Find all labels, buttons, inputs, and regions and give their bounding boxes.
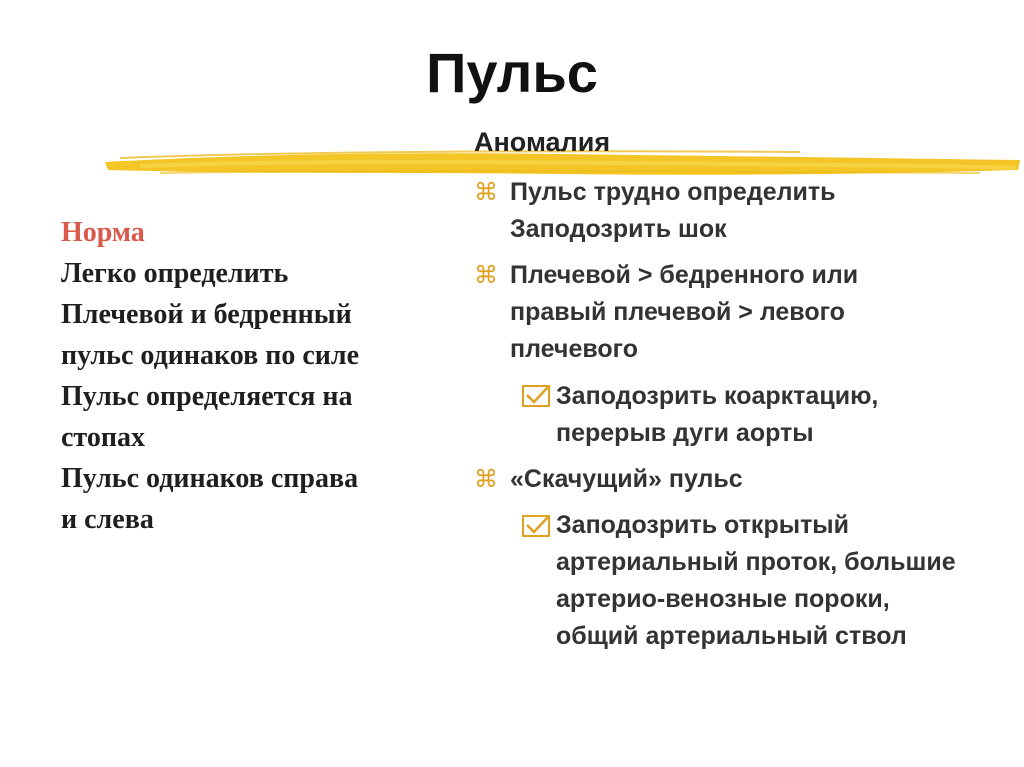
anomaly-item (510, 174, 835, 248)
norm-line: пульс одинаков по силе (61, 340, 360, 371)
check-box-icon (522, 385, 550, 407)
slide-title: Пульс (426, 41, 598, 104)
anomaly-subitem (556, 378, 878, 452)
anomaly-item (510, 461, 743, 498)
anomaly-item-line: Заподозрить коарктацию, (556, 382, 879, 410)
check-box-icon (522, 515, 550, 537)
anomaly-item-line: Плечевой > бедренного или (510, 261, 859, 289)
anomaly-item-line: артерио-венозные пороки, (556, 585, 890, 613)
anomaly-item-line: Заподозрить шок (510, 215, 727, 243)
anomaly-item-line: Заподозрить открытый (556, 511, 850, 539)
norm-section (61, 212, 461, 540)
anomaly-item-line: общий артериальный ствол (556, 622, 907, 650)
anomaly-item-line: перерыв дуги аорты (556, 419, 814, 447)
command-bullet-icon: ⌘ (474, 261, 498, 289)
norm-line: Плечевой и бедренный (61, 299, 352, 330)
norm-line: Пульс одинаков справа (61, 463, 359, 494)
anomaly-subitem (556, 507, 956, 655)
anomaly-item-line: плечевого (510, 335, 639, 363)
anomaly-item-line: правый плечевой > левого (510, 298, 845, 326)
norm-line: Легко определить (61, 258, 289, 289)
norm-heading: Норма (61, 217, 145, 248)
command-bullet-icon: ⌘ (474, 465, 498, 493)
anomaly-item-line: Пульс трудно определить (510, 178, 836, 206)
anomaly-item-line: «Скачущий» пульс (510, 465, 743, 493)
norm-line: стопах (61, 422, 145, 453)
anomaly-item (510, 257, 858, 368)
norm-line: Пульс определяется на (61, 381, 353, 412)
command-bullet-icon: ⌘ (474, 178, 498, 206)
anomaly-heading: Аномалия (474, 127, 611, 157)
anomaly-item-line: артериальный проток, большие (556, 548, 956, 576)
norm-line: и слева (61, 504, 154, 535)
